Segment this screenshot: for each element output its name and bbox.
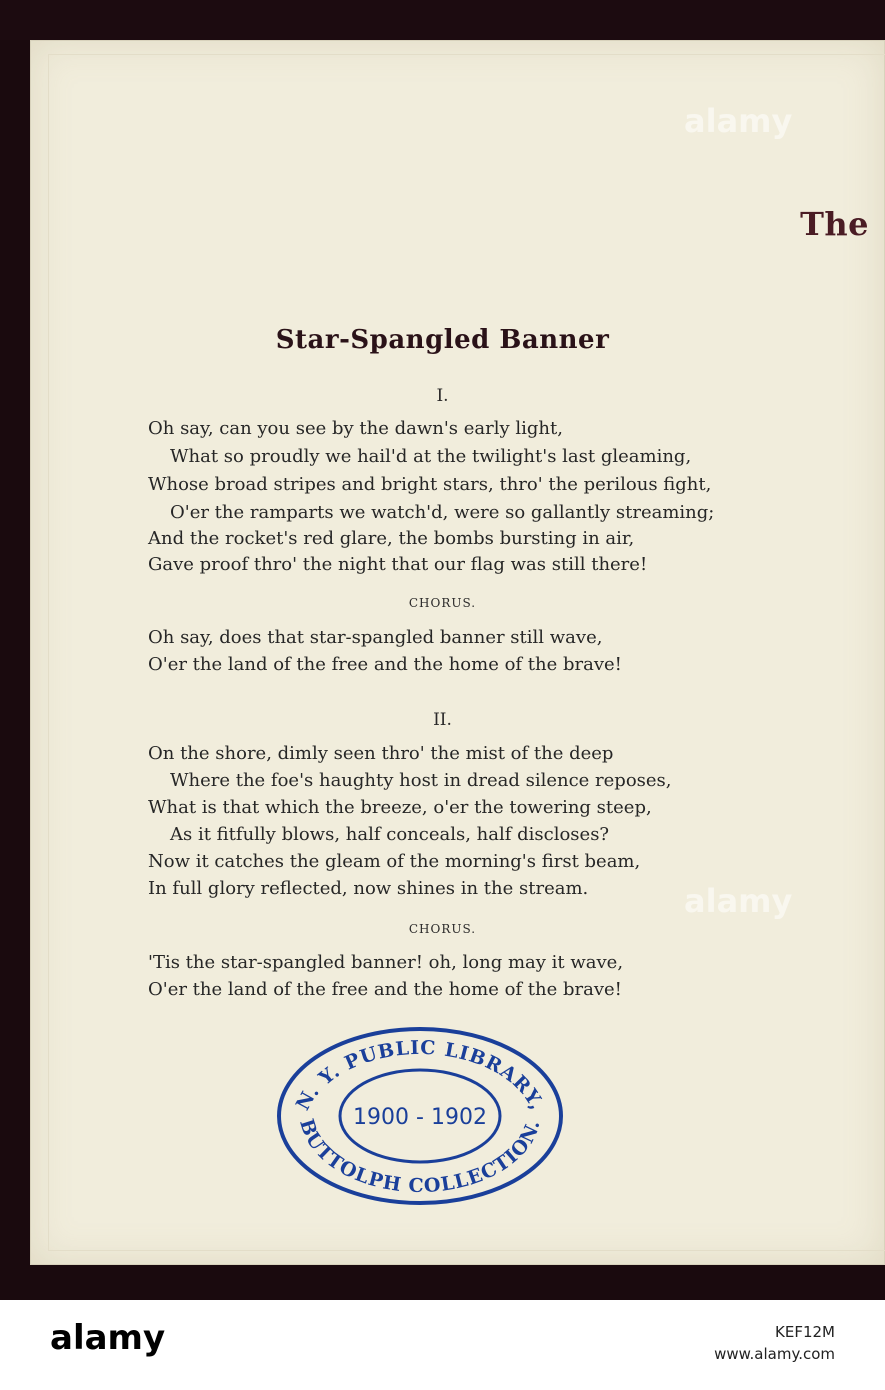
watermark-info (714, 1322, 835, 1366)
faint-watermark: alamy (684, 102, 793, 140)
chorus-label: CHORUS. (408, 922, 477, 936)
verse-line: As it fitfully blows, half conceals, half discloses? (170, 824, 610, 845)
verse-line: And the rocket's red glare, the bombs bursting in air, (148, 528, 635, 549)
verse-line: O'er the ramparts we watch'd, were so gallantly streaming; (170, 502, 715, 523)
chorus-line: O'er the land of the free and the home of the brave! (148, 654, 622, 675)
verse-number: I. (436, 386, 449, 406)
stamp-bottom-text: BUTTOLPH COLLECTION. (295, 1116, 545, 1198)
verse-number: II. (433, 710, 452, 730)
song-title: Star-Spangled Banner (275, 325, 610, 355)
verse-line: What so proudly we hail'd at the twilight's last gleaming, (170, 446, 692, 467)
alamy-logo: alamy (50, 1318, 166, 1358)
faint-watermark: alamy (684, 882, 793, 920)
dark-frame-top (0, 0, 885, 40)
stamp-arc-text: N. Y. PUBLIC LIBRARY, (291, 1036, 549, 1115)
verse-line: Gave proof thro' the night that our flag was still there! (148, 554, 648, 575)
chorus-line: O'er the land of the free and the home of the brave! (148, 979, 622, 1000)
chorus-line: 'Tis the star-spangled banner! oh, long may it wave, (148, 952, 624, 973)
stamp-years: 1900 - 1902 (353, 1105, 487, 1130)
chorus-label: CHORUS. (408, 596, 477, 610)
verse-line: Oh say, can you see by the dawn's early light, (148, 418, 563, 439)
verse-line: On the shore, dimly seen thro' the mist of the deep (148, 743, 614, 764)
image-id: KEF12M (775, 1323, 835, 1341)
chorus-line: Oh say, does that star-spangled banner still wave, (148, 627, 603, 648)
verse-line: Where the foe's haughty host in dread silence reposes, (170, 770, 672, 791)
verse-line: What is that which the breeze, o'er the towering steep, (148, 797, 652, 818)
verse-line: Whose broad stripes and bright stars, thro' the perilous fight, (148, 474, 712, 495)
verse-line: In full glory reflected, now shines in the stream. (148, 878, 589, 899)
corner-heading-fragment: The (800, 205, 869, 243)
library-stamp (276, 1026, 564, 1206)
verse-line: Now it catches the gleam of the morning's first beam, (148, 851, 641, 872)
watermark-url: www.alamy.com (714, 1344, 835, 1363)
